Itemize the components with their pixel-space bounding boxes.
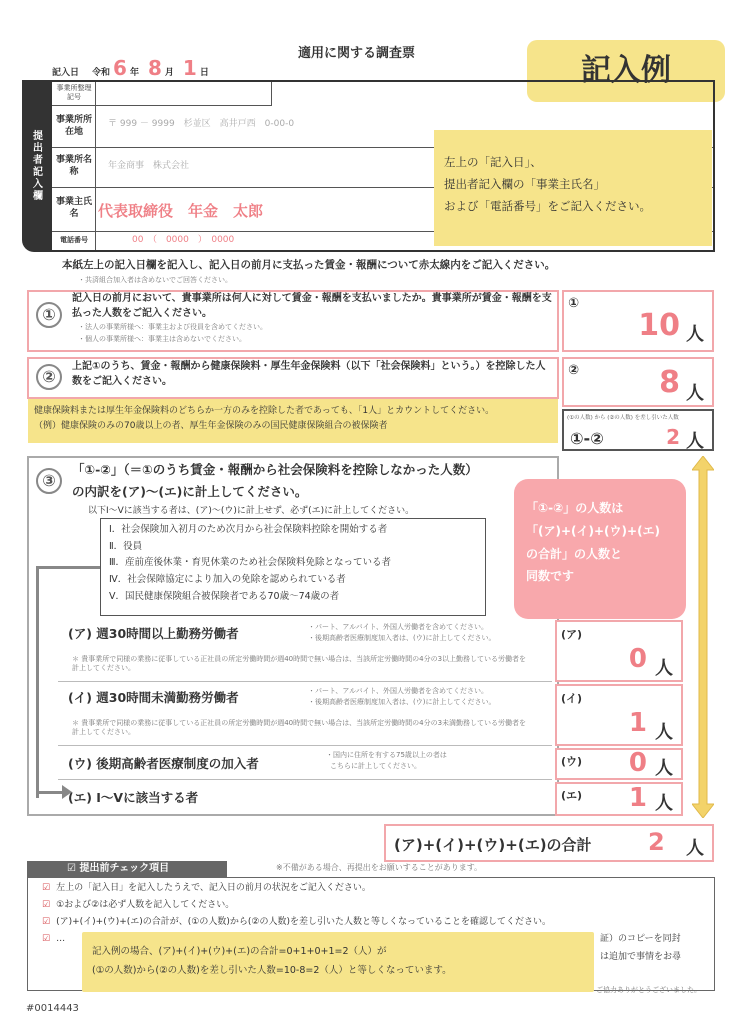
company-label: 事業所名称 xyxy=(55,155,92,178)
day-unit: 日 xyxy=(199,68,209,78)
q3-line1: 「①-②」（＝①のうち賃金・報酬から社会保険料を控除しなかった人数） xyxy=(72,462,478,477)
checklist-partial1: 証）のコピーを同封 xyxy=(600,934,681,944)
address-value: 〒 999 － 9999 杉並区 高井戸西 0-00-0 xyxy=(108,119,295,129)
q3-item: Ⅱ．役員 xyxy=(109,540,143,552)
sub-instruction: ・共済組合加入者は含めないでご回答ください。 xyxy=(78,276,232,284)
phone-value: 00 （ 0000 ） 0000 xyxy=(132,235,235,245)
total-cell[interactable] xyxy=(384,824,714,862)
checklist-bottom-note: ご協力ありがとうございました。 xyxy=(596,986,701,994)
main-instruction: 本紙左上の記入日欄を記入し、記入日の前月に支払った賃金・報酬について赤太線内をご記入ください。 xyxy=(62,259,556,271)
year-unit: 年 xyxy=(129,68,139,78)
row-c-title: (ウ) 後期高齢者医療制度の加入者 xyxy=(68,756,259,771)
double-arrow-icon xyxy=(692,456,714,818)
phone-label: 電話番号 xyxy=(60,236,88,244)
row-c-cell[interactable]: (ウ) 0 人 xyxy=(555,748,683,780)
q3-item: Ⅰ．社会保険加入初月のため次月から社会保険料控除を開始する者 xyxy=(109,524,388,535)
q1-value: 10 xyxy=(638,308,680,343)
row-c-value: 0 xyxy=(628,748,647,778)
breakdown-rows xyxy=(58,620,682,816)
total-unit: 人 xyxy=(686,838,704,859)
date-label: 記入日 xyxy=(52,68,80,78)
doc-id: #0014443 xyxy=(26,1003,79,1014)
total-label: (ア)+(イ)+(ウ)+(エ)の合計 xyxy=(394,836,592,854)
checklist-partial2: は追加で事情をお尋 xyxy=(600,952,682,962)
row-a-cell[interactable]: (ア) 0 人 xyxy=(555,620,683,682)
row-c-note1: ・国内に住所を有する75歳以上の者は xyxy=(326,751,447,759)
address-label: 事業所所在地 xyxy=(55,115,92,138)
day-value: 1 xyxy=(182,56,197,80)
diff-header: (①の人数) から (②の人数) を差し引いた人数 xyxy=(567,415,679,421)
checkbox-icon[interactable]: ☑ xyxy=(42,917,51,928)
row-c xyxy=(58,748,552,780)
checklist-item: ☑ 左上の「記入日」を記入したうえで、記入日の前月の状況をご記入ください。 xyxy=(42,880,702,897)
row-a-title: (ア) 週30時間以上勤務労働者 xyxy=(68,626,239,641)
document-title: 適用に関する調査票 xyxy=(298,46,416,61)
diff-unit: 人 xyxy=(686,431,704,452)
q2-number: ② xyxy=(36,364,62,390)
checklist-title: ☑ 提出前チェック項目 xyxy=(27,861,227,877)
row-b-note2: ・後期高齢者医療制度加入者は、(ウ)に計上してください。 xyxy=(308,698,496,706)
q2-unit: 人 xyxy=(686,383,704,404)
month-unit: 月 xyxy=(164,68,174,78)
q1-answer-cell[interactable] xyxy=(562,290,714,352)
office-code-label: 事業所整理記号 xyxy=(56,84,92,102)
q3-number: ③ xyxy=(36,468,62,494)
row-d-cell[interactable]: (エ) 1 人 xyxy=(555,782,683,816)
company-value: 年金商事 株式会社 xyxy=(108,161,190,171)
month-value: 8 xyxy=(147,56,162,80)
row-d xyxy=(58,782,552,816)
office-code-row xyxy=(52,82,272,106)
checkbox-icon[interactable]: ☑ xyxy=(42,900,51,911)
q3-item: Ⅴ．国民健康保険組合被保険者である70歳～74歳の者 xyxy=(109,590,340,602)
checklist-item: ☑ … xyxy=(42,931,702,948)
q1-note1: ・法人の事業所様へ：事業主および役員を含めてください。 xyxy=(78,323,267,331)
q3-items-box xyxy=(100,518,486,616)
year-value: 6 xyxy=(113,56,127,80)
row-a-note1: ・パート、アルバイト、外国人労働者を含めてください。 xyxy=(308,623,488,631)
callout-right: 「①-②」の人数は 「(ア)+(イ)+(ウ)+(エ) の合計」の人数と 同数です xyxy=(514,479,686,619)
q3-item: Ⅳ．社会保障協定により加入の免除を認められている者 xyxy=(109,573,346,585)
checklist-note: ※不備がある場合、再提出をお願いすることがあります。 xyxy=(276,863,483,872)
q2-answer-cell[interactable] xyxy=(562,357,714,407)
q3-item: Ⅲ．産前産後休業・育児休業のため社会保険料免除となっている者 xyxy=(109,557,392,569)
row-a-value: 0 xyxy=(628,644,647,674)
era-label: 令和 xyxy=(92,68,111,78)
checkbox-icon[interactable]: ☑ xyxy=(42,934,51,945)
submitter-side-label: 提出者記入欄 xyxy=(22,80,50,252)
q1-cell-label: ① xyxy=(568,296,580,311)
q2-text: 上記①のうち、賃金・報酬から健康保険料・厚生年金保険料（以下「社会保険料」という。）を控除した人数をご記入ください。 xyxy=(72,361,546,387)
example-badge: 記入例 xyxy=(527,40,725,102)
row-a-star: ＊ 貴事業所で同様の業務に従事している正社員の所定労働時間が週40時間で無い場合は、当該所定労働時間の4分の3以上勤務している労働者を計上してください。 xyxy=(72,655,527,673)
row-b xyxy=(58,684,552,746)
q1-unit: 人 xyxy=(686,324,704,345)
callout-top: 左上の「記入日」、 提出者記入欄の「事業主氏名」 および「電話番号」をご記入ください。 xyxy=(434,130,712,246)
diff-label: ①-② xyxy=(570,429,604,448)
owner-label: 事業主氏名 xyxy=(55,197,92,220)
q2-cell-label: ② xyxy=(568,363,580,378)
q3-line2: の内訳を(ア)～(エ)に計上してください。 xyxy=(72,484,308,499)
callout-q2: 健康保険料または厚生年金保険料のどちらか一方のみを控除した者であっても、「1人」とカウントしてください。 （例）健康保険のみの70歳以上の者、厚生年金保険のみの国民健康保険組合の被保険者 xyxy=(28,399,558,443)
row-d-value: 1 xyxy=(628,783,647,813)
q2-value: 8 xyxy=(659,365,680,400)
entry-date xyxy=(52,58,209,78)
total-value: 2 xyxy=(648,828,665,856)
checklist-item: ☑ (ア)+(イ)+(ウ)+(エ)の合計が、(①の人数)から(②の人数)を差し引いた人数と等しくなっていることを確認してください。 xyxy=(42,914,702,931)
q1-text: 記入日の前月において、貴事業所は何人に対して賃金・報酬を支払いましたか。貴事業所が賃金・報酬を支払った人数をご記入ください。 xyxy=(72,293,552,319)
diff-value: 2 xyxy=(666,425,680,449)
row-b-star: ＊ 貴事業所で同様の業務に従事している正社員の所定労働時間が週40時間で無い場合は、当該所定労働時間の4分の3未満勤務している労働者を計上してください。 xyxy=(72,719,527,737)
row-d-title: (エ) Ⅰ～Ⅴに該当する者 xyxy=(68,790,199,805)
owner-value: 代表取締役 年金 太郎 xyxy=(98,202,264,220)
row-c-note2: こちらに計上してください。 xyxy=(330,762,421,770)
row-b-title: (イ) 週30時間未満勤務労働者 xyxy=(68,690,239,705)
diff-cell[interactable] xyxy=(562,409,714,451)
row-a-note2: ・後期高齢者医療制度加入者は、(ウ)に計上してください。 xyxy=(308,634,496,642)
q1-note2: ・個人の事業所様へ：事業主は含めないでください。 xyxy=(78,335,246,343)
q3-line3: 以下Ⅰ～Ⅴに該当する者は、(ア)～(ウ)に計上せず、必ず(エ)に計上してください。 xyxy=(88,506,415,516)
checklist-item: ☑ ①および②は必ず人数を記入してください。 xyxy=(42,897,702,914)
row-a xyxy=(58,620,552,682)
q1-number: ① xyxy=(36,302,62,328)
callout-bottom: 記入例の場合、(ア)+(イ)+(ウ)+(エ)の合計=0+1+0+1=2（人）が (①の人数)から(②の人数)を差し引いた人数=10-8=2（人）と等しくなっています。 xyxy=(82,932,594,992)
row-b-value: 1 xyxy=(628,708,647,738)
row-b-cell[interactable]: (イ) 1 人 xyxy=(555,684,683,746)
row-b-note1: ・パート、アルバイト、外国人労働者を含めてください。 xyxy=(308,687,488,695)
checkbox-icon[interactable]: ☑ xyxy=(42,883,51,893)
